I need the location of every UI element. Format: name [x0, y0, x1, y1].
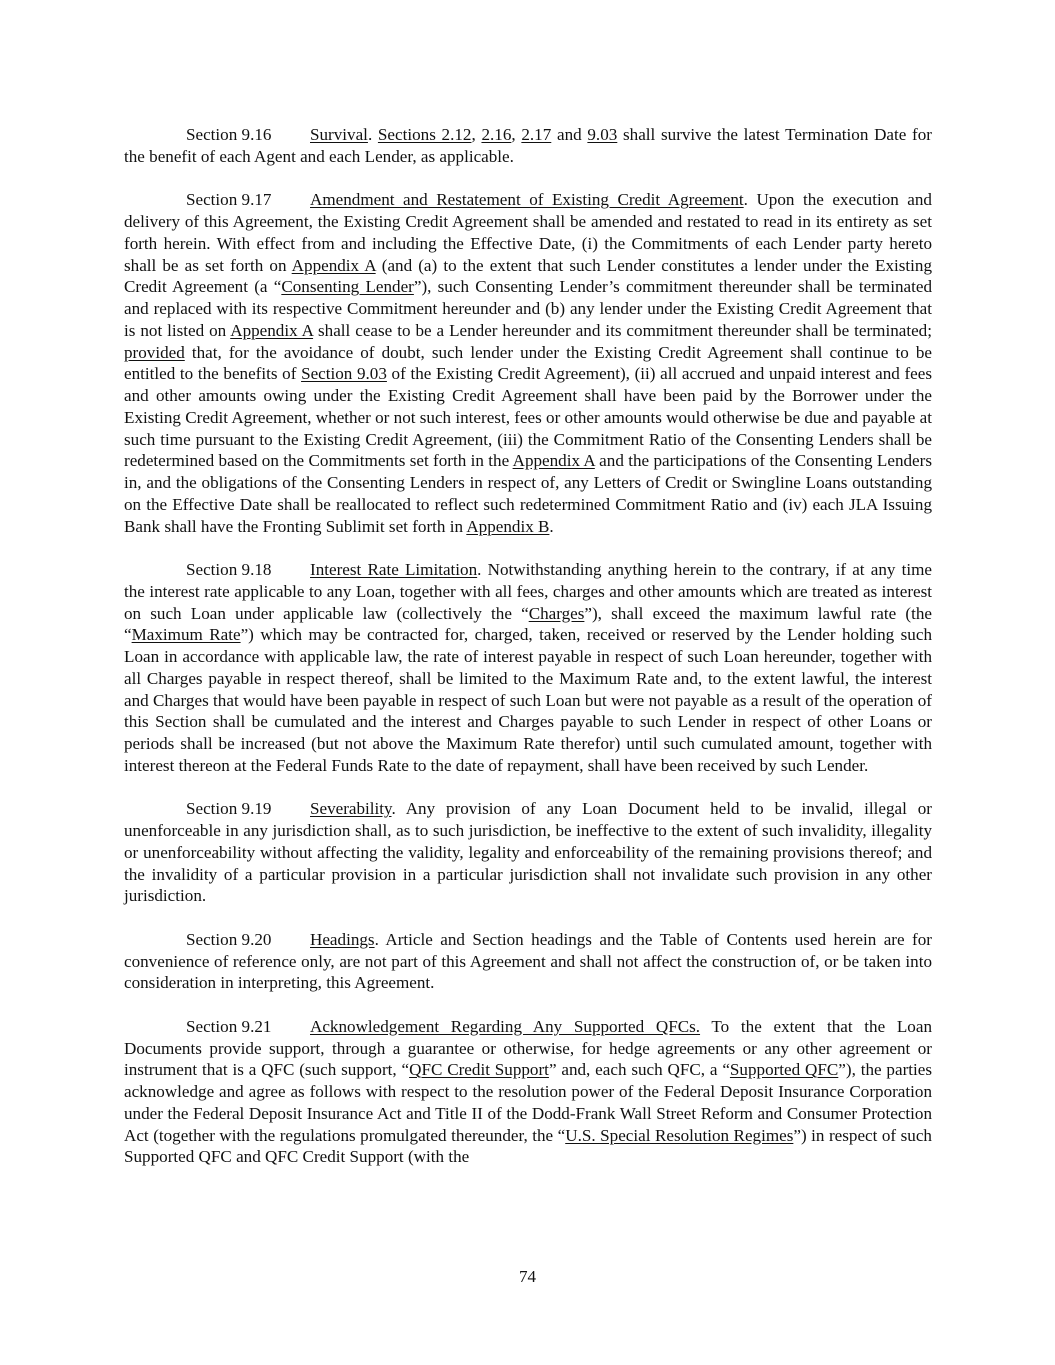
body-text: ,: [511, 125, 522, 144]
document-page: [124, 124, 932, 1190]
section-9-18: [124, 559, 932, 777]
section-title: Headings: [310, 929, 375, 949]
underlined-term: Sections 2.12: [377, 125, 472, 144]
page-number: 74: [518, 1267, 537, 1286]
body-text: ,: [471, 125, 482, 144]
section-number: Section 9.19: [186, 799, 272, 819]
body-text: ” and, each such QFC, a “: [548, 1060, 730, 1080]
section-title: Acknowledgement Regarding Any Supported QFCs.: [310, 1016, 701, 1036]
body-text: that, for the avoidance of doubt, such lender under the Existing Credit Agreement shall continue to be entitled to the benefits of: [124, 342, 932, 384]
underlined-term: 2.17: [521, 125, 552, 144]
section-body: [124, 1017, 932, 1167]
underlined-term: Maximum Rate: [131, 625, 241, 645]
underlined-term: QFC Credit Support: [409, 1060, 549, 1080]
body-text: ”), shall exceed the maximum lawful rate (the “: [124, 603, 932, 645]
section-9-19: [124, 798, 932, 907]
section-title: Amendment and Restatement of Existing Credit Agreement: [310, 190, 744, 210]
body-text: .: [367, 125, 378, 144]
body-text: of the Existing Credit Agreement), (ii) all accrued and unpaid interest and fees and other amounts owing under the Existing Credit Agreement shall have been paid by the Borrower under the Existing Credit Agreement, whether or not such interest, fees or other amounts would otherwise be due and payable at such time pursuant to the Existing Credit Agreement, (iii) the Commitment Ratio of the Consenting Lenders shall be redetermined based on the Commitments set forth in the: [124, 364, 932, 471]
body-text: . Any provision of any Loan Document held to be invalid, illegal or unenforceable in any jurisdiction shall, as to such jurisdiction, be ineffective to the extent of such invalidity, illegality or unenforceability without affecting the validity, legality and enforceability of the remaining provisions thereof; and the invalidity of a particular provision in a particular jurisdiction shall not invalidate such provision in any other jurisdiction.: [124, 799, 932, 906]
underlined-term: Appendix A: [230, 320, 314, 340]
section-9-16: [124, 124, 932, 168]
section-9-21: [124, 1016, 932, 1168]
section-number: Section 9.17: [186, 190, 272, 210]
underlined-term: Appendix A: [512, 451, 595, 471]
body-text: and the participations of the Consenting Lenders in, and the obligations of the Consenting Lenders in respect of, any Letters of Credit or Swingline Loans outstanding on the Effective Date shall be reallocated to reflect such redetermined Commitment Ratio and (iv) each JLA Issuing Bank shall have the Fronting Sublimit set forth in: [124, 451, 932, 536]
body-text: . Notwithstanding anything herein to the contrary, if at any time the interest rate applicable to any Loan, together with all fees, charges and other amounts which are treated as interest on such Loan under applicable law (collectively the “: [124, 560, 932, 623]
section-body: [124, 190, 932, 535]
underlined-term: provided: [124, 342, 185, 362]
body-text: ”), such Consenting Lender’s commitment thereunder shall be terminated and replaced with its respective Commitment hereunder and (b) any lender under the Existing Credit Agreement that is not listed on: [124, 277, 932, 340]
section-number: Section 9.18: [186, 560, 272, 579]
body-text: and: [551, 125, 588, 144]
body-text: shall cease to be a Lender hereunder and its commitment thereunder shall be terminated;: [313, 320, 932, 340]
body-text: (and (a) to the extent that such Lender constitutes a lender under the Existing Credit Agreement (a “: [124, 255, 932, 297]
section-title: Survival: [310, 125, 368, 144]
underlined-term: Section 9.03: [301, 364, 387, 384]
underlined-term: Appendix B: [466, 516, 550, 536]
body-text: . Article and Section headings and the Table of Contents used herein are for convenience of reference only, are not part of this Agreement and shall not affect the construction of, or be taken into consideration in interpreting, this Agreement.: [124, 929, 932, 993]
section-9-17: [124, 189, 932, 537]
underlined-term: 2.16: [481, 125, 512, 144]
section-number: Section 9.16: [186, 125, 272, 144]
body-text: shall survive the latest Termination Date for the benefit of each Agent and each Lender, as applicable.: [124, 125, 932, 166]
section-title: Interest Rate Limitation: [310, 560, 478, 579]
underlined-term: Supported QFC: [729, 1060, 839, 1080]
body-text: ”) in respect of such Supported QFC and QFC Credit Support (with the: [124, 1125, 932, 1167]
underlined-term: Consenting Lender: [281, 277, 414, 297]
underlined-term: 9.03: [587, 125, 618, 144]
body-text: ”) which may be contracted for, charged, taken, received or reserved by the Lender holding such Loan in accordance with applicable law, the rate of interest payable in respect of such Loan hereunder, together with all Charges payable in respect thereof, shall be limited to the Maximum Rate and, to the extent lawful, the interest and Charges that would have been payable in respect of such Loan but were not payable as a result of the operation of this Section shall be cumulated and the interest and Charges payable to such Lender in respect of other Loans or periods shall be increased (but not above the Maximum Rate therefor) until such cumulated amount, together with interest thereon at the Federal Funds Rate to the date of repayment, shall have been received by such Lender.: [124, 625, 932, 775]
section-9-20: [124, 929, 932, 994]
section-number: Section 9.20: [186, 929, 272, 949]
body-text: .: [549, 516, 554, 536]
underlined-term: Charges: [528, 603, 585, 623]
underlined-term: Appendix A: [291, 255, 376, 275]
section-body: [124, 560, 932, 775]
section-number: Section 9.21: [186, 1016, 272, 1036]
body-text: To the extent that the Loan Documents provide support, through a guarantee or otherwise, for hedge agreements or any other agreement or instrument that is a QFC (such support, “: [124, 1016, 932, 1080]
body-text: ”), the parties acknowledge and agree as follows with respect to the resolution power of the Federal Deposit Insurance Corporation under the Federal Deposit Insurance Act and Title II of the Dodd-Frank Wall Street Reform and Consumer Protection Act (together with the regulations promulgated thereunder, the “: [124, 1060, 932, 1145]
section-title: Severability: [310, 799, 392, 819]
body-text: . Upon the execution and delivery of this Agreement, the Existing Credit Agreement shall be amended and restated to read in its entirety as set forth herein. With effect from and including the Effective Date, (i) the Commitments of each Lender party hereto shall be as set forth on: [124, 190, 932, 275]
underlined-term: U.S. Special Resolution Regimes: [565, 1125, 794, 1145]
